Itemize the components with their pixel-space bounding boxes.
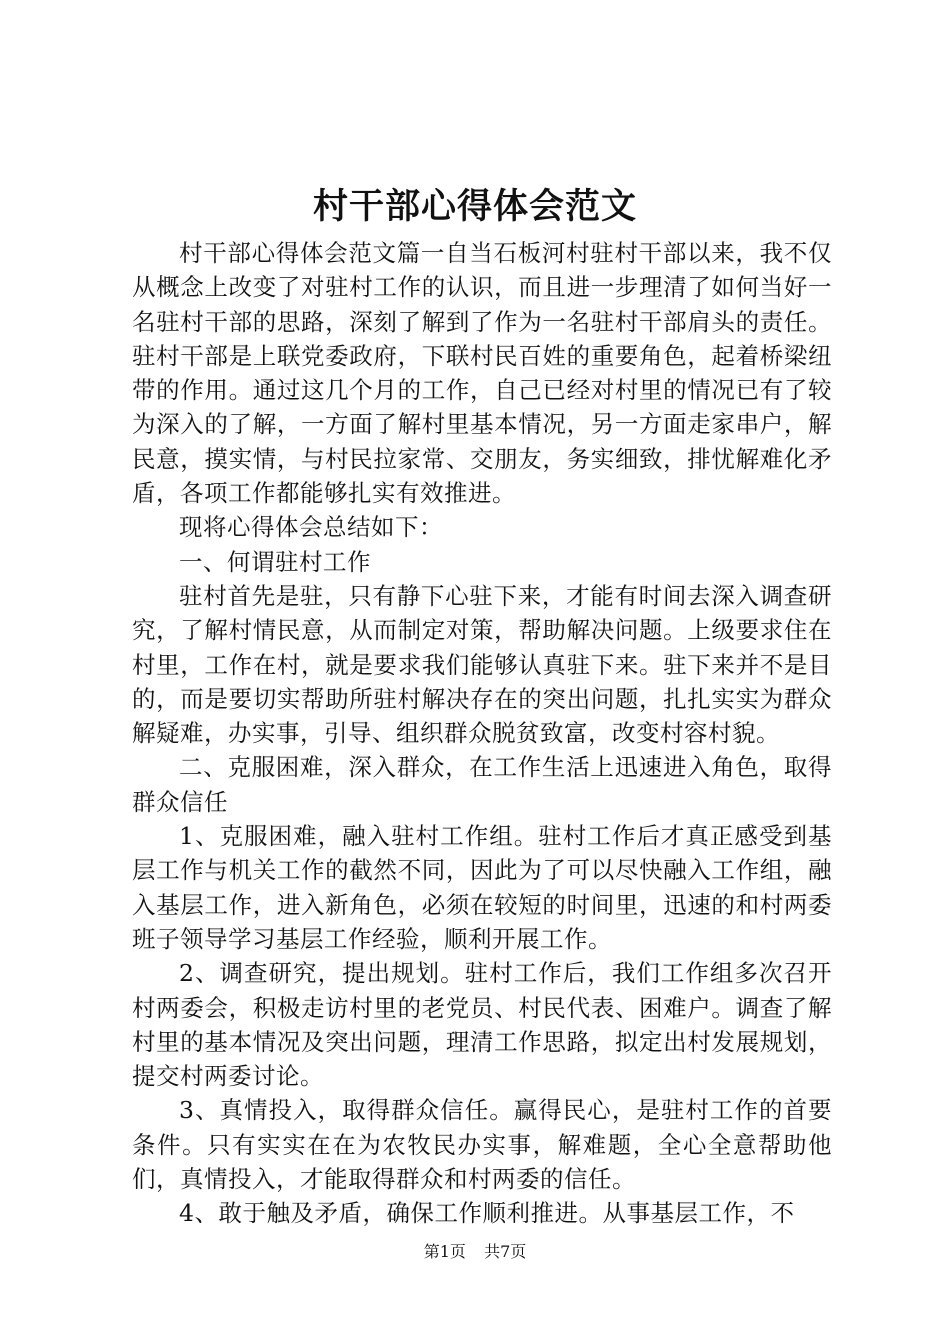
page-total: 共7页 xyxy=(484,1242,527,1261)
paragraph-point-4: 4、敢于触及矛盾，确保工作顺利推进。从事基层工作，不 xyxy=(179,1199,795,1228)
paragraph-point-1: 1、克服困难，融入驻村工作组。驻村工作后才真正感受到基层工作与机关工作的截然不同，因此为了可以尽快融入工作组，融入基层工作，进入新角色，必须在较短的时间里，迅速的和村两委班子领导学习基层工作经验，顺利开展工作。 xyxy=(132,822,832,953)
document-body xyxy=(132,236,832,1231)
section-heading-1: 一、何谓驻村工作 xyxy=(179,547,371,576)
section-heading-2: 二、克服困难，深入群众，在工作生活上迅速进入角色，取得群众信任 xyxy=(132,753,832,816)
document-title: 村干部心得体会范文 xyxy=(312,186,637,227)
paragraph-intro: 村干部心得体会范文篇一自当石板河村驻村干部以来，我不仅从概念上改变了对驻村工作的认识，而且进一步理清了如何当好一名驻村干部的思路，深刻了解到了作为一名驻村干部肩头的责任。驻村干部是上联党委政府，下联村民百姓的重要角色，起着桥梁纽带的作用。通过这几个月的工作，自己已经对村里的情况已有了较为深入的了解，一方面了解村里基本情况，另一方面走家串户，解民意，摸实情，与村民拉家常、交朋友，务实细致，排忧解难化矛盾，各项工作都能够扎实有效推进。 xyxy=(132,239,832,508)
paragraph-summary-lead: 现将心得体会总结如下： xyxy=(179,513,443,542)
paragraph-point-2: 2、调查研究，提出规划。驻村工作后，我们工作组多次召开村两委会，积极走访村里的老党员、村民代表、困难户。调查了解村里的基本情况及突出问题，理清工作思路，拟定出村发展规划，提交村两委讨论。 xyxy=(132,959,832,1091)
page-number: 第1页 xyxy=(423,1242,466,1261)
paragraph-point-3: 3、真情投入，取得群众信任。赢得民心，是驻村工作的首要条件。只有实实在在为农牧民办实事，解难题，全心全意帮助他们，真情投入，才能取得群众和村两委的信任。 xyxy=(132,1096,832,1194)
paragraph-section-1: 驻村首先是驻，只有静下心驻下来，才能有时间去深入调查研究，了解村情民意，从而制定对策，帮助解决问题。上级要求住在村里，工作在村，就是要求我们能够认真驻下来。驻下来并不是目的，而是要切实帮助所驻村解决存在的突出问题，扎扎实实为群众解疑难，办实事，引导、组织群众脱贫致富，改变村容村貌。 xyxy=(132,581,832,748)
page-footer xyxy=(0,1240,950,1264)
